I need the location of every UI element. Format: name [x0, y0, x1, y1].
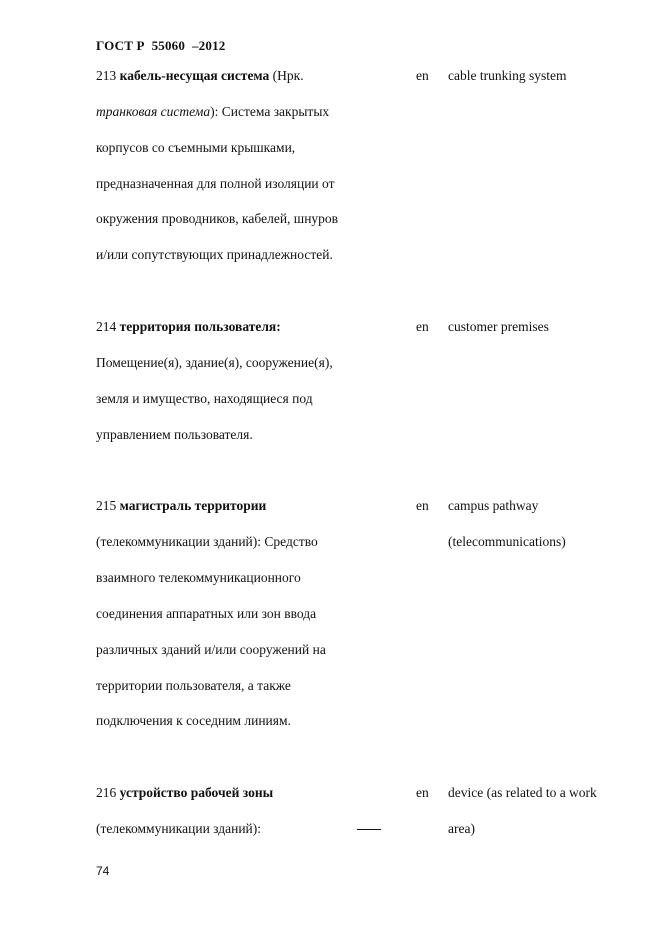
term-suffix: (Нрк.	[269, 68, 304, 83]
language-code: en	[416, 319, 429, 334]
definition-line: Помещение(я), здание(я), сооружение(я),	[96, 355, 333, 370]
term-name: магистраль территории	[119, 498, 267, 513]
definition-line: (телекоммуникации зданий):	[96, 821, 262, 836]
definition-line: и/или сопутствующих принадлежностей.	[96, 247, 333, 262]
english-equivalent: campus pathway	[448, 498, 539, 513]
language-code: en	[416, 785, 429, 800]
definition-line: предназначенная для полной изоляции от	[96, 176, 335, 191]
definition-line: окружения проводников, кабелей, шнуров	[96, 211, 339, 226]
definition-line: подключения к соседним линиям.	[96, 713, 291, 728]
definition-line: управлением пользователя.	[96, 427, 253, 442]
english-equivalent-continuation: (telecommunications)	[448, 534, 566, 549]
term-title-line	[96, 318, 281, 336]
term-number: 215	[96, 498, 117, 513]
definition-line: различных зданий и/или сооружений на	[96, 642, 326, 657]
page-number: 74	[96, 864, 110, 878]
definition-line: взаимного телекоммуникационного	[96, 570, 301, 585]
document-header: ГОСТ Р 55060 –2012	[96, 38, 226, 53]
term-number: 214	[96, 319, 117, 334]
term-title-line	[96, 67, 304, 85]
language-code: en	[416, 498, 429, 513]
term-synonym-line	[96, 103, 329, 121]
definition-line: территории пользователя, а также	[96, 678, 291, 693]
term-name: территория пользователя:	[119, 319, 281, 334]
term-name: устройство рабочей зоны	[119, 785, 274, 800]
english-equivalent: cable trunking system	[448, 68, 567, 83]
language-code: en	[416, 68, 429, 83]
english-equivalent: device (as related to a work	[448, 785, 597, 800]
term-name: кабель-несущая система	[119, 68, 270, 83]
dash-rule	[357, 829, 381, 830]
english-equivalent: customer premises	[448, 319, 549, 334]
definition-line: земля и имущество, находящиеся под	[96, 391, 313, 406]
definition-line: (телекоммуникации зданий): Средство	[96, 534, 318, 549]
term-title-line	[96, 784, 273, 802]
definition-line: корпусов со съемными крышками,	[96, 140, 296, 155]
definition-text: ): Система закрытых	[210, 104, 330, 119]
english-equivalent-continuation: area)	[448, 821, 475, 836]
term-title-line	[96, 497, 266, 515]
definition-line: соединения аппаратных или зон ввода	[96, 606, 317, 621]
term-synonym: транковая система	[96, 104, 211, 119]
term-number: 216	[96, 785, 117, 800]
term-number: 213	[96, 68, 117, 83]
